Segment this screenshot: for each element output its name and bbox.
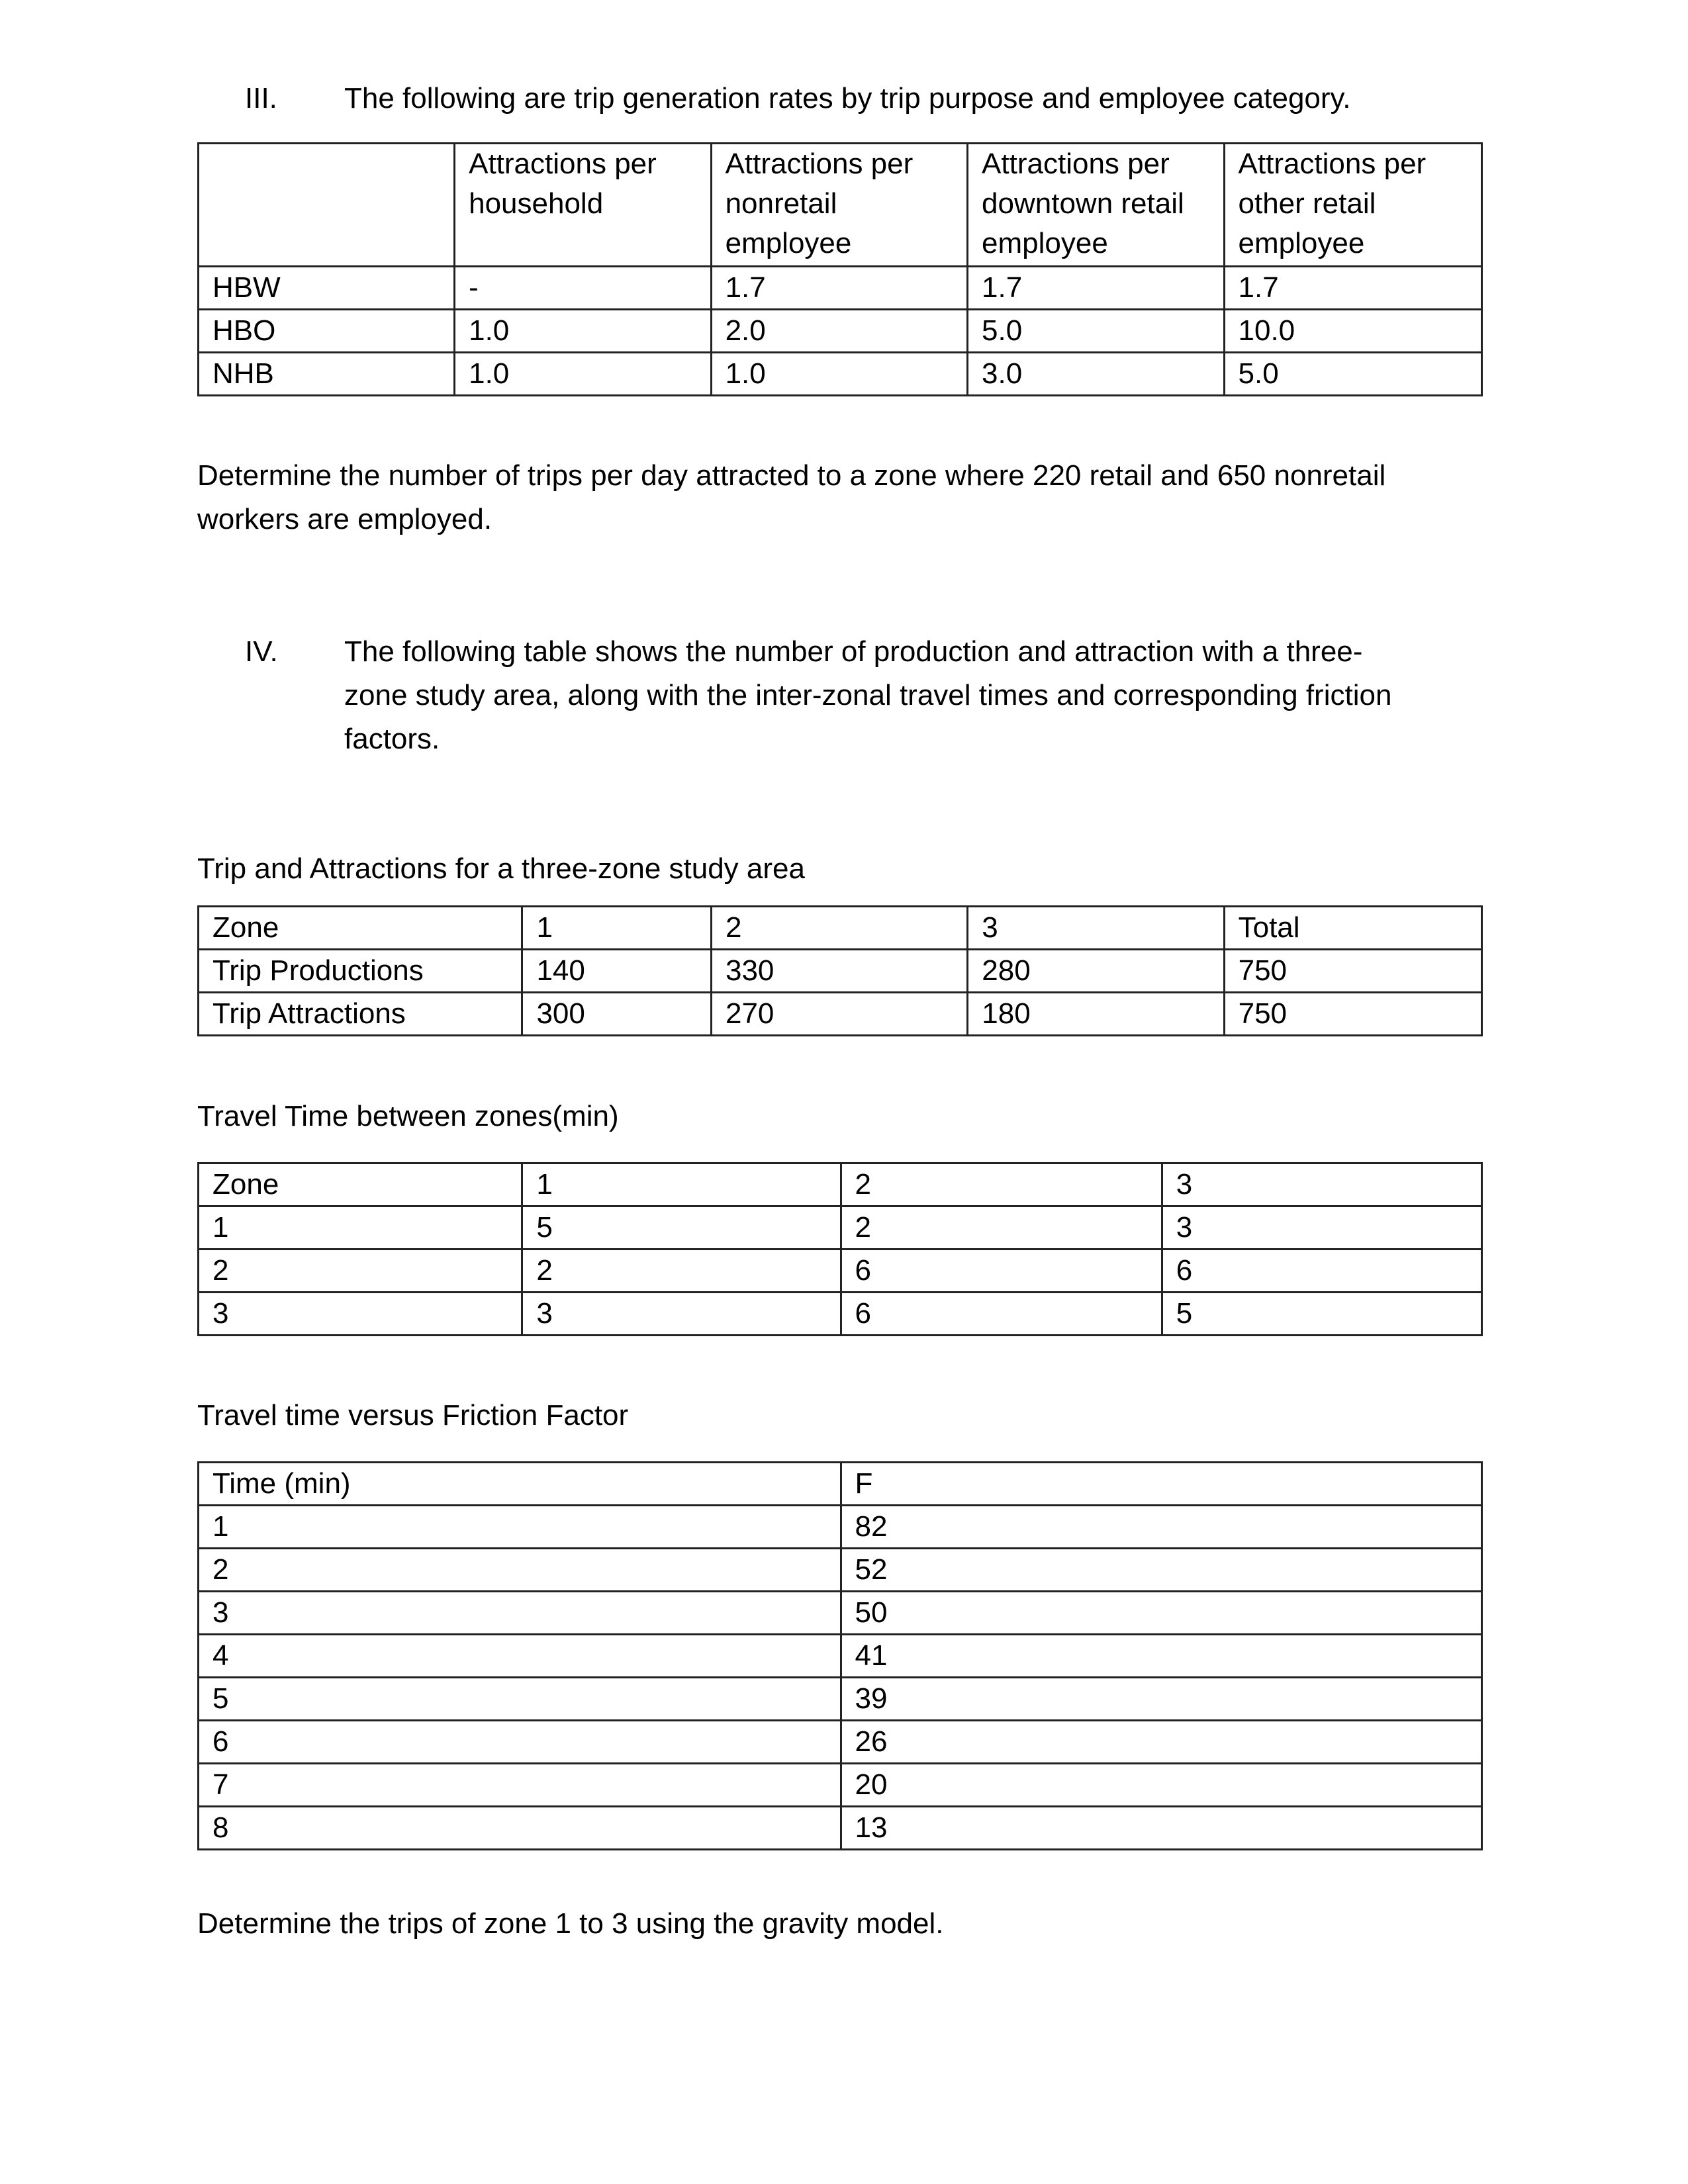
friction-factor-caption: Travel time versus Friction Factor <box>197 1399 629 1432</box>
trip-attractions-table <box>197 905 1483 1036</box>
table-row <box>199 1506 1482 1549</box>
table-row <box>199 1635 1482 1678</box>
section-4-numeral: IV. <box>245 635 278 668</box>
intro-line: The following table shows the number of production and attraction with a three- <box>344 635 1363 668</box>
table-cell: 39 <box>841 1678 1481 1721</box>
table-row <box>199 310 1482 353</box>
table-cell: - <box>455 267 711 310</box>
table-cell: 750 <box>1224 950 1481 993</box>
table-cell: 5 <box>199 1678 841 1721</box>
table-cell: 5.0 <box>1224 353 1481 396</box>
table-cell: 2 <box>711 907 967 950</box>
table-cell: 330 <box>711 950 967 993</box>
table-row <box>199 1163 1482 1206</box>
table-cell: Trip Attractions <box>199 993 522 1036</box>
table-cell: 1 <box>522 1163 841 1206</box>
table-cell: Zone <box>199 1163 522 1206</box>
table-cell: 5 <box>1162 1293 1481 1336</box>
header-cell-downtown-retail <box>968 144 1224 267</box>
table-cell: 270 <box>711 993 967 1036</box>
table-cell: F <box>841 1463 1481 1506</box>
section-3-question <box>197 454 1385 541</box>
table-cell: 4 <box>199 1635 841 1678</box>
table-cell: 2 <box>841 1163 1162 1206</box>
table-cell: 20 <box>841 1764 1481 1807</box>
header-line: household <box>469 187 604 220</box>
table-cell: 2 <box>199 1549 841 1592</box>
section-3-numeral: III. <box>245 82 277 114</box>
header-line: Attractions per <box>982 148 1170 180</box>
table-cell: 2.0 <box>711 310 967 353</box>
intro-line: zone study area, along with the inter-zonal travel times and corresponding friction <box>344 679 1392 711</box>
friction-factor-table <box>197 1461 1483 1850</box>
header-cell-nonretail <box>711 144 967 267</box>
table-cell: 3 <box>1162 1206 1481 1250</box>
table-row <box>199 1807 1482 1850</box>
table-cell: 6 <box>199 1721 841 1764</box>
table-row <box>199 267 1482 310</box>
table-cell: 3 <box>522 1293 841 1336</box>
table-cell: NHB <box>199 353 455 396</box>
table-cell: 6 <box>841 1293 1162 1336</box>
intro-line: factors. <box>344 723 440 755</box>
table-cell: 41 <box>841 1635 1481 1678</box>
table-cell: HBW <box>199 267 455 310</box>
table-cell: Zone <box>199 907 522 950</box>
table-cell: 82 <box>841 1506 1481 1549</box>
table-cell: 1.7 <box>711 267 967 310</box>
question-line: workers are employed. <box>197 503 492 535</box>
table-cell: 13 <box>841 1807 1481 1850</box>
header-cell-other-retail <box>1224 144 1481 267</box>
table-row <box>199 1592 1482 1635</box>
table-cell: 5.0 <box>968 310 1224 353</box>
table-row <box>199 1764 1482 1807</box>
table-cell: 6 <box>1162 1250 1481 1293</box>
table-cell: 1.0 <box>711 353 967 396</box>
table-row <box>199 1250 1482 1293</box>
section-4-question: Determine the trips of zone 1 to 3 using the gravity model. <box>197 1907 944 1940</box>
header-cell-empty <box>199 144 455 267</box>
trip-generation-rates-table <box>197 142 1483 396</box>
table-row <box>199 950 1482 993</box>
table-cell: 50 <box>841 1592 1481 1635</box>
table-cell: 2 <box>199 1250 522 1293</box>
table-row <box>199 1463 1482 1506</box>
table-row <box>199 993 1482 1036</box>
table-cell: 10.0 <box>1224 310 1481 353</box>
table-cell: 3 <box>968 907 1224 950</box>
table-row <box>199 1721 1482 1764</box>
table-row <box>199 1293 1482 1336</box>
header-line: employee <box>725 227 852 259</box>
table-cell: Time (min) <box>199 1463 841 1506</box>
table-row <box>199 353 1482 396</box>
table-cell: 1 <box>199 1206 522 1250</box>
table-cell: 1 <box>522 907 712 950</box>
table-cell: 140 <box>522 950 712 993</box>
header-line: other retail <box>1238 187 1376 220</box>
table-cell: HBO <box>199 310 455 353</box>
table-cell: 750 <box>1224 993 1481 1036</box>
header-line: employee <box>982 227 1108 259</box>
table-row <box>199 1678 1482 1721</box>
table-row <box>199 1206 1482 1250</box>
table-cell: 5 <box>522 1206 841 1250</box>
table-cell: 3 <box>199 1592 841 1635</box>
table-cell: 1.0 <box>455 353 711 396</box>
table-cell: Trip Productions <box>199 950 522 993</box>
header-line: Attractions per <box>1238 148 1427 180</box>
section-4-intro <box>344 630 1391 761</box>
table-cell: 6 <box>841 1250 1162 1293</box>
travel-time-table <box>197 1162 1483 1336</box>
table-cell: 3.0 <box>968 353 1224 396</box>
table-cell: 300 <box>522 993 712 1036</box>
table-row <box>199 1549 1482 1592</box>
table-cell: 8 <box>199 1807 841 1850</box>
header-cell-household <box>455 144 711 267</box>
table-row <box>199 907 1482 950</box>
trip-attractions-caption: Trip and Attractions for a three-zone study area <box>197 852 805 885</box>
table-cell: 180 <box>968 993 1224 1036</box>
table-cell: 3 <box>1162 1163 1481 1206</box>
question-line: Determine the number of trips per day attracted to a zone where 220 retail and 650 nonretail <box>197 459 1386 492</box>
table-cell: 2 <box>522 1250 841 1293</box>
table-cell: 1.7 <box>968 267 1224 310</box>
table-cell: 2 <box>841 1206 1162 1250</box>
table-cell: 1.0 <box>455 310 711 353</box>
table-cell: 280 <box>968 950 1224 993</box>
table-cell: Total <box>1224 907 1481 950</box>
table-cell: 52 <box>841 1549 1481 1592</box>
table-cell: 26 <box>841 1721 1481 1764</box>
header-line: employee <box>1238 227 1365 259</box>
section-3-intro: The following are trip generation rates by trip purpose and employee category. <box>344 82 1351 114</box>
table-cell: 1.7 <box>1224 267 1481 310</box>
header-line: nonretail <box>725 187 837 220</box>
table-header-row <box>199 144 1482 267</box>
header-line: downtown retail <box>982 187 1184 220</box>
table-cell: 7 <box>199 1764 841 1807</box>
travel-time-caption: Travel Time between zones(min) <box>197 1100 619 1132</box>
table-cell: 3 <box>199 1293 522 1336</box>
header-line: Attractions per <box>469 148 657 180</box>
header-line: Attractions per <box>725 148 914 180</box>
table-cell: 1 <box>199 1506 841 1549</box>
